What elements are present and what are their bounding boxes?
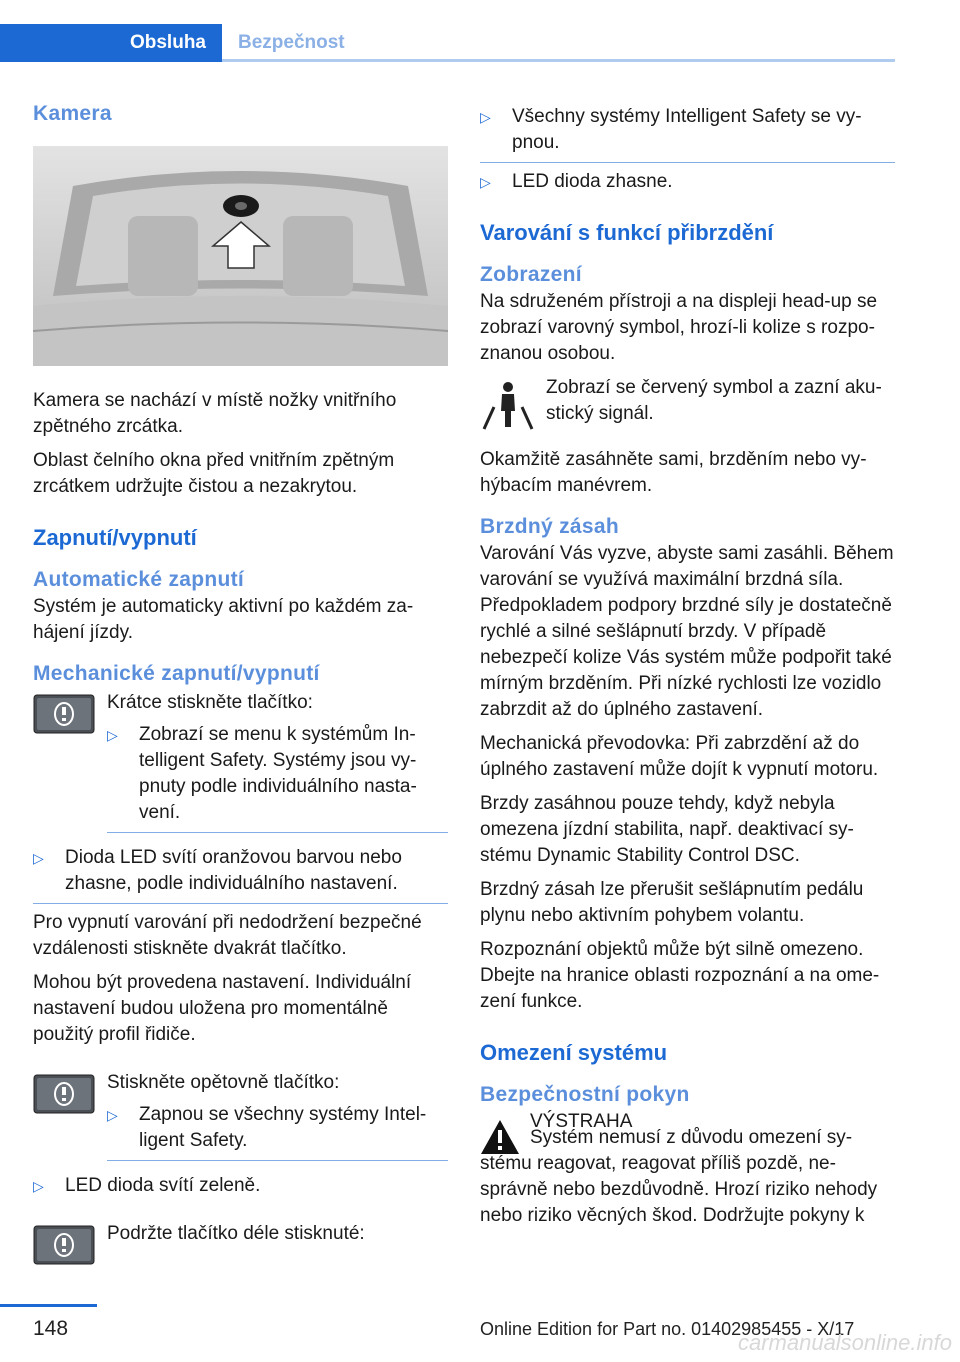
warning-text: Systém nemusí z důvodu omezení systému reagovat, reagovat příliš pozdě, nesprávně nebo bezdůvodně. Hrozí riziko nehody nebo riziko věcných škod. Dodržujte pokyny k [480, 1127, 878, 1226]
bullet-text: Všechny systémy Intelligent Safety se vypnou. [512, 106, 862, 153]
camera-location-text: Kamera se nachází v místě nožky vnitřního zpětného zrcátka. [33, 390, 397, 437]
bullet-divider [480, 162, 895, 163]
press-short-text: Krátce stiskněte tlačítko: [107, 692, 313, 713]
press-again-text: Stiskněte opětovně tlačítko: [107, 1072, 340, 1093]
header-tabs [0, 24, 895, 62]
bullet-item [107, 1102, 448, 1154]
press-short-row [33, 690, 448, 839]
page-number: 148 [33, 1317, 69, 1340]
heading-brzdny: Brzdný zásah [480, 515, 619, 538]
footer-rule [0, 1304, 97, 1307]
bullet-divider [107, 1160, 448, 1161]
bullet-item [33, 845, 448, 897]
safety-button-icon [33, 1225, 95, 1265]
bullet-triangle-icon: ▷ [107, 1107, 118, 1123]
pedestrian-warning-icon [480, 377, 536, 433]
heading-automaticke: Automatické zapnutí [33, 568, 245, 591]
bullet-item [33, 1173, 448, 1199]
camera-clean-text: Oblast čelního okna před vnitřním zpětným zrcátkem udržujte čistou a nezakrytou. [33, 450, 395, 497]
warning-symbol-row [480, 375, 895, 433]
watermark: carmanualsonline.info [737, 1330, 952, 1355]
tab-bezpecnost[interactable]: Bezpečnost [238, 32, 345, 53]
bullet-divider [33, 903, 448, 904]
bullet-item [480, 169, 895, 195]
brzdny-text-3: Brzdy zasáhnou pouze tehdy, když nebyla omezena jízdní stabilita, např. deaktivací systému Dynamic Stability Control DSC. [480, 793, 854, 866]
bullet-text: LED dioda zhasne. [512, 171, 673, 192]
auto-on-text: Systém je automaticky aktivní po každém zahájení jízdy. [33, 596, 414, 643]
zobrazeni-text: Na sdruženém přístroji a na displeji head-up se zobrazí varovný symbol, hrozí-li kolize s rozpoznanou osobou. [480, 291, 878, 364]
press-again-row [33, 1070, 448, 1167]
brzdny-text-2: Mechanická převodovka: Při zabrzdění až do úplného zastavení může dojít k vypnutí motoru. [480, 733, 879, 780]
bullet-text: Zobrazí se menu k systémům Intelligent Safety. Systémy jsou vypnuty podle individuálního nastavení. [139, 724, 417, 823]
heading-kamera: Kamera [33, 102, 112, 125]
brzdny-text-5: Rozpoznání objektů může být silně omezeno. Dbejte na hranice oblasti rozpoznání a na omezení funkce. [480, 939, 880, 1012]
tab-obsluha[interactable]: Obsluha [0, 24, 222, 62]
safety-button-icon [33, 694, 95, 734]
warning-triangle-icon [480, 1119, 520, 1155]
press-long-text: Podržte tlačítko déle stisknuté: [107, 1223, 365, 1244]
bullet-text: Dioda LED svítí oranžovou barvou nebo zhasne, podle individuálního nastavení. [65, 847, 402, 894]
safety-button-icon [33, 1074, 95, 1114]
heading-omezeni: Omezení systému [480, 1040, 668, 1065]
heading-bezpecnostni: Bezpečnostní pokyn [480, 1083, 690, 1106]
heading-varovani: Varování s funkcí přibrzdění [480, 220, 774, 245]
press-long-row [33, 1221, 448, 1265]
brzdny-text-4: Brzdný zásah lze přerušit sešlápnutím pedálu plynu nebo aktivním pohybem volantu. [480, 879, 864, 926]
bullet-triangle-icon: ▷ [107, 727, 118, 743]
heading-mechanicke: Mechanické zapnutí/vypnutí [33, 662, 320, 685]
right-column [480, 100, 895, 1229]
bullet-triangle-icon: ▷ [480, 174, 491, 190]
windshield-camera-photo [33, 146, 448, 366]
bullet-divider [107, 832, 448, 833]
bullet-triangle-icon: ▷ [33, 1178, 44, 1194]
react-text: Okamžitě zasáhněte sami, brzděním nebo vyhýbacím manévrem. [480, 449, 867, 496]
bullet-text: LED dioda svítí zeleně. [65, 1175, 261, 1196]
bullet-item [480, 104, 895, 156]
heading-zapnuti: Zapnutí/vypnutí [33, 525, 197, 550]
red-symbol-text: Zobrazí se červený symbol a zazní akustický signál. [546, 377, 882, 424]
bullet-text: Zapnou se všechny systémy Intelligent Safety. [139, 1104, 427, 1151]
edition-text: Online Edition for Part no. 01402985455 - X/17 [480, 1319, 855, 1339]
turn-off-text: Pro vypnutí varování při nedodržení bezpečné vzdálenosti stiskněte dvakrát tlačítko. [33, 912, 422, 959]
bullet-triangle-icon: ▷ [480, 109, 491, 125]
bullet-item [107, 722, 448, 826]
header-rule [0, 59, 895, 62]
brzdny-text-1: Varování Vás vyzve, abyste sami zasáhli. Během varování se využívá maximální brzdná síla. Předpokladem podpory brzdné síly je dostatečně rychlé a silné sešlápnutí brzdy. V případě nebezpečí kolize Vás systém může podpořit také mírným brzděním. Při nízké rychlosti lze vozidlo zabrzdit až do úplného zastavení. [480, 543, 894, 720]
bullet-triangle-icon: ▷ [33, 850, 44, 866]
heading-zobrazeni: Zobrazení [480, 263, 582, 286]
settings-text: Mohou být provedena nastavení. Individuální nastavení budou uložena pro momentálně použitý profil řidiče. [33, 972, 412, 1045]
left-column [33, 100, 448, 1265]
warning-title: VÝSTRAHA [530, 1111, 633, 1132]
